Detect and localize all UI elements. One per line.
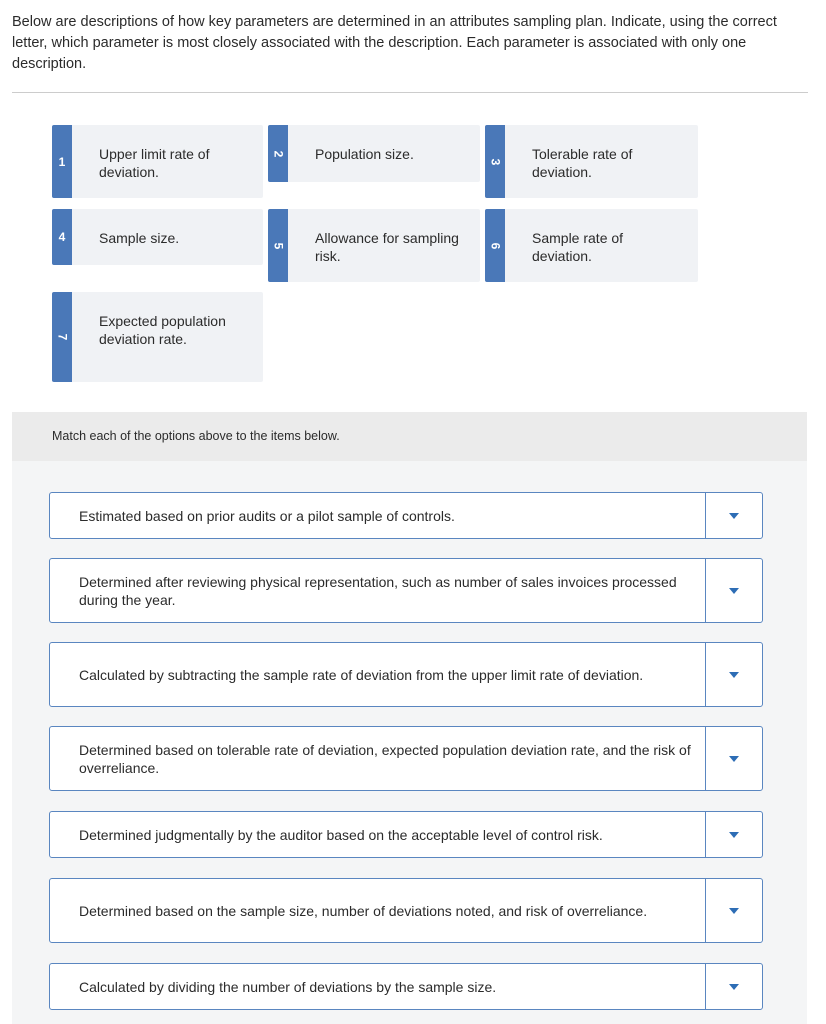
- option-number-badge: 6: [485, 209, 505, 282]
- answer-dropdown[interactable]: [705, 493, 762, 538]
- answer-dropdown[interactable]: [705, 812, 762, 857]
- chevron-down-icon: [729, 588, 739, 594]
- option-label: Population size.: [315, 146, 414, 162]
- option-label: Allowance for sampling risk.: [315, 230, 459, 264]
- match-item-description: Estimated based on prior audits or a pilot sample of controls.: [79, 507, 455, 524]
- match-item-7: [49, 963, 763, 1010]
- match-item-description: Determined judgmentally by the auditor based on the acceptable level of control risk.: [79, 826, 603, 843]
- match-item-2: [49, 558, 763, 623]
- option-label: Expected population deviation rate.: [99, 313, 226, 347]
- match-item-description: Determined based on the sample size, number of deviations noted, and risk of overreliance.: [79, 902, 648, 919]
- option-number-badge: 2: [268, 125, 288, 182]
- chevron-down-icon: [729, 756, 739, 762]
- option-card-3[interactable]: [485, 125, 698, 198]
- option-card-5[interactable]: [268, 209, 480, 282]
- option-number-badge: 1: [52, 125, 72, 198]
- match-header: [12, 412, 807, 461]
- option-label: Sample rate of deviation.: [532, 230, 624, 264]
- option-label: Tolerable rate of deviation.: [532, 146, 633, 180]
- option-label: Upper limit rate of deviation.: [99, 146, 210, 180]
- match-item-3: [49, 642, 763, 707]
- chevron-down-icon: [729, 513, 739, 519]
- option-card-1[interactable]: [52, 125, 263, 198]
- match-item-description: Calculated by dividing the number of deviations by the sample size.: [79, 978, 497, 995]
- chevron-down-icon: [729, 672, 739, 678]
- option-number-badge: 3: [485, 125, 505, 198]
- divider: [12, 92, 808, 93]
- chevron-down-icon: [729, 908, 739, 914]
- option-card-4[interactable]: [52, 209, 263, 265]
- match-item-6: [49, 878, 763, 943]
- option-number-badge: 4: [52, 209, 72, 265]
- option-label: Sample size.: [99, 230, 180, 246]
- answer-dropdown[interactable]: [705, 879, 762, 942]
- answer-dropdown[interactable]: [705, 643, 762, 706]
- match-item-1: [49, 492, 763, 539]
- match-item-description: Calculated by subtracting the sample rate of deviation from the upper limit rate of deviation.: [79, 666, 644, 683]
- chevron-down-icon: [729, 984, 739, 990]
- option-card-7[interactable]: [52, 292, 263, 382]
- option-card-6[interactable]: [485, 209, 698, 282]
- option-number-badge: 7: [52, 292, 72, 382]
- match-header-text: Match each of the options above to the items below.: [52, 429, 340, 443]
- answer-dropdown[interactable]: [705, 727, 762, 790]
- answer-dropdown[interactable]: [705, 964, 762, 1009]
- answer-dropdown[interactable]: [705, 559, 762, 622]
- match-item-5: [49, 811, 763, 858]
- match-panel: [12, 412, 807, 1024]
- match-item-4: [49, 726, 763, 791]
- option-card-2[interactable]: [268, 125, 480, 182]
- match-item-description: Determined after reviewing physical representation, such as number of sales invoices processed during the year.: [79, 573, 677, 608]
- option-number-badge: 5: [268, 209, 288, 282]
- chevron-down-icon: [729, 832, 739, 838]
- match-item-description: Determined based on tolerable rate of deviation, expected population deviation rate, and the risk of overreliance.: [79, 741, 691, 776]
- instructions-text: Below are descriptions of how key parameters are determined in an attributes sampling plan. Indicate, using the correct letter, which parameter is most closely associated with the description. Each parameter is associated with only one description.: [12, 14, 777, 72]
